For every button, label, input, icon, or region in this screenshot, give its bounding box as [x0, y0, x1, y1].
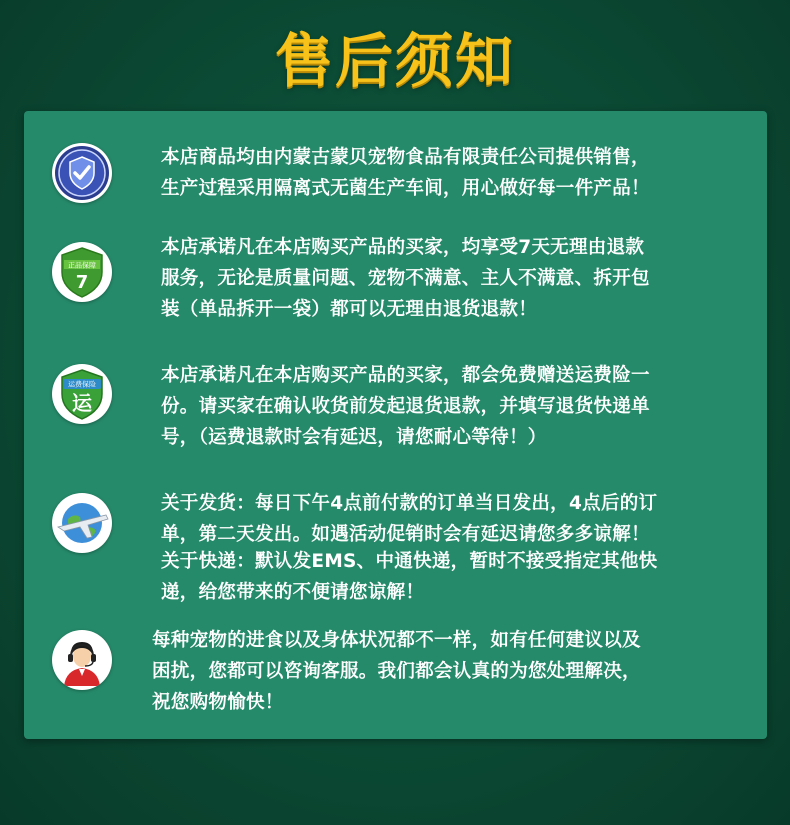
badge-shipping-label: 运费保险: [68, 380, 96, 389]
page-title: 售后须知: [274, 27, 515, 95]
badge-seven-label: 7: [75, 272, 89, 293]
seven-day-return-shield-icon: [52, 242, 112, 302]
notice-text-2: 本店承诺凡在本店购买产品的买家，均享受7天无理由退款 服务，无论是质量问题、宠物不满意、主人不满意、拆开包 装（单品拆开一袋）都可以无理由退货退款！: [161, 237, 650, 320]
shipping-insurance-shield-icon: [52, 364, 112, 424]
badge-yun-label: 运: [72, 391, 92, 415]
after-sales-notice-panel: [24, 111, 767, 739]
notice-text-3: 本店承诺凡在本店购买产品的买家，都会免费赠送运费险一 份。请买家在确认收货前发起退货退款，并填写退货快递单 号，（运费退款时会有延迟，请您耐心等待！）: [161, 365, 650, 448]
notice-text-1: 本店商品均由内蒙古蒙贝宠物食品有限责任公司提供销售， 生产过程采用隔离式无菌生产车间，用心做好每一件产品！: [161, 147, 650, 199]
globe-airplane-icon: [52, 493, 112, 553]
badge-guarantee-label: 正品保障: [68, 261, 96, 270]
quality-shield-icon: [52, 143, 112, 203]
notice-text-4: 关于发货：每日下午4点前付款的订单当日发出，4点后的订 单，第二天发出。如遇活动促销时会有延迟请您多多谅解！: [161, 493, 658, 545]
notice-text-4b: 关于快递：默认发EMS、中通快递，暂时不接受指定其他快 递，给您带来的不便请您谅解！: [161, 551, 658, 603]
notice-text-5: 每种宠物的进食以及身体状况都不一样，如有任何建议以及 困扰，您都可以咨询客服。我们都会认真的为您处理解决， 祝您购物愉快！: [152, 630, 641, 713]
customer-service-headset-icon: [52, 630, 112, 690]
